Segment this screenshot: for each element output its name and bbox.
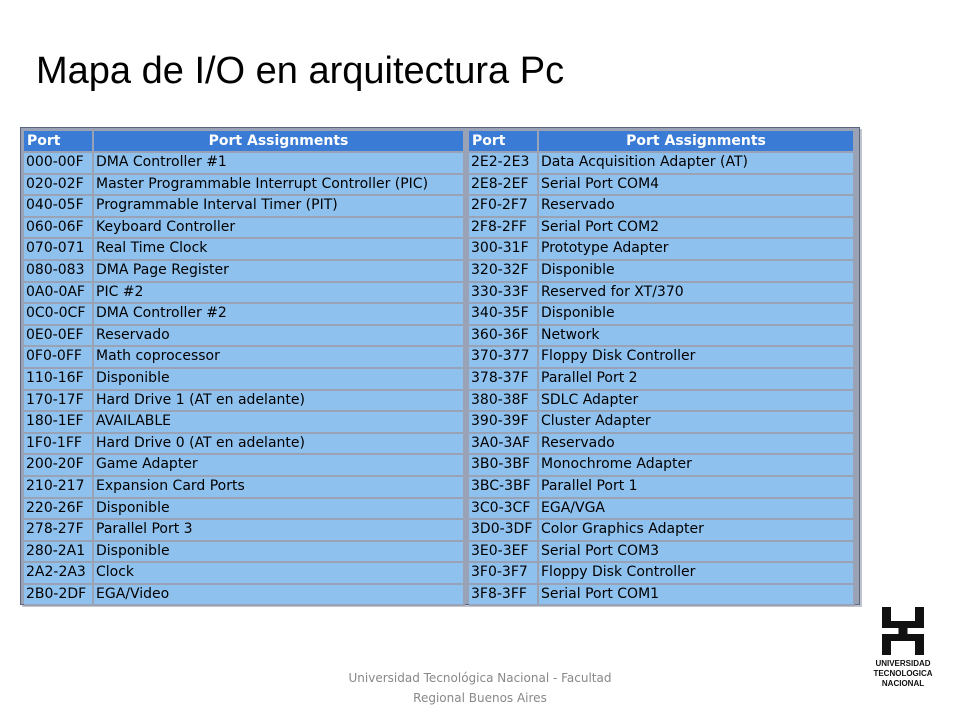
column-header-port: Port: [469, 131, 539, 153]
table-row: [469, 239, 855, 261]
port-assignment-cell: Reservado: [94, 326, 465, 348]
port-range-cell: 3BC-3BF: [469, 477, 539, 499]
table-row: [24, 175, 465, 197]
table-header-row: [469, 131, 855, 153]
port-assignment-cell: Serial Port COM3: [539, 542, 855, 564]
port-range-cell: 060-06F: [24, 218, 94, 240]
port-assignment-cell: Monochrome Adapter: [539, 455, 855, 477]
footer-line: Universidad Tecnológica Nacional - Facultad: [348, 671, 612, 685]
port-range-cell: 280-2A1: [24, 542, 94, 564]
table-row: [24, 477, 465, 499]
table-row: [469, 175, 855, 197]
port-range-cell: 170-17F: [24, 391, 94, 413]
table-row: [469, 477, 855, 499]
port-assignment-cell: Hard Drive 0 (AT en adelante): [94, 434, 465, 456]
port-assignment-cell: Reservado: [539, 196, 855, 218]
port-range-cell: 2B0-2DF: [24, 585, 94, 607]
table-row: [469, 196, 855, 218]
port-range-cell: 320-32F: [469, 261, 539, 283]
port-assignment-cell: Math coprocessor: [94, 347, 465, 369]
port-range-cell: 0C0-0CF: [24, 304, 94, 326]
table-row: [469, 563, 855, 585]
table-header-row: [24, 131, 465, 153]
port-assignment-cell: Disponible: [539, 304, 855, 326]
table-row: [24, 434, 465, 456]
port-range-cell: 300-31F: [469, 239, 539, 261]
port-assignment-cell: DMA Controller #2: [94, 304, 465, 326]
port-assignment-cell: Reserved for XT/370: [539, 283, 855, 305]
table-row: [24, 218, 465, 240]
port-assignment-cell: EGA/VGA: [539, 499, 855, 521]
port-range-cell: 2A2-2A3: [24, 563, 94, 585]
port-assignment-cell: Disponible: [94, 369, 465, 391]
table-row: [24, 391, 465, 413]
table-row: [469, 218, 855, 240]
port-assignment-cell: Game Adapter: [94, 455, 465, 477]
port-assignment-cell: Data Acquisition Adapter (AT): [539, 153, 855, 175]
table-row: [469, 326, 855, 348]
table-row: [469, 391, 855, 413]
port-range-cell: 210-217: [24, 477, 94, 499]
port-assignment-cell: Disponible: [94, 499, 465, 521]
table-row: [24, 455, 465, 477]
port-table-right: [469, 131, 855, 606]
port-assignment-cell: Serial Port COM4: [539, 175, 855, 197]
port-assignment-cell: Reservado: [539, 434, 855, 456]
table-row: [24, 153, 465, 175]
port-assignment-cell: Prototype Adapter: [539, 239, 855, 261]
port-range-cell: 080-083: [24, 261, 94, 283]
port-range-cell: 000-00F: [24, 153, 94, 175]
port-assignment-cell: Hard Drive 1 (AT en adelante): [94, 391, 465, 413]
port-assignment-cell: Programmable Interval Timer (PIT): [94, 196, 465, 218]
port-assignment-cell: Parallel Port 1: [539, 477, 855, 499]
port-assignment-cell: Cluster Adapter: [539, 412, 855, 434]
port-range-cell: 220-26F: [24, 499, 94, 521]
port-range-cell: 070-071: [24, 239, 94, 261]
port-range-cell: 020-02F: [24, 175, 94, 197]
port-range-cell: 0E0-0EF: [24, 326, 94, 348]
utn-logo-icon: [866, 605, 940, 657]
logo-text-line: TECNOLOGICA: [873, 669, 933, 678]
port-range-cell: 380-38F: [469, 391, 539, 413]
port-assignment-cell: Serial Port COM1: [539, 585, 855, 607]
logo-text-line: UNIVERSIDAD: [875, 659, 931, 668]
table-row: [469, 434, 855, 456]
port-assignment-cell: Floppy Disk Controller: [539, 347, 855, 369]
table-row: [469, 520, 855, 542]
port-table-left-body: [24, 153, 465, 606]
table-row: [24, 326, 465, 348]
port-range-cell: 278-27F: [24, 520, 94, 542]
table-row: [469, 369, 855, 391]
table-row: [469, 304, 855, 326]
port-assignment-cell: Expansion Card Ports: [94, 477, 465, 499]
port-range-cell: 3B0-3BF: [469, 455, 539, 477]
port-assignment-cell: Parallel Port 3: [94, 520, 465, 542]
port-assignment-cell: Color Graphics Adapter: [539, 520, 855, 542]
port-range-cell: 0A0-0AF: [24, 283, 94, 305]
port-assignment-cell: Keyboard Controller: [94, 218, 465, 240]
port-range-cell: 340-35F: [469, 304, 539, 326]
port-range-cell: 3F0-3F7: [469, 563, 539, 585]
port-assignment-cell: DMA Page Register: [94, 261, 465, 283]
port-assignment-cell: Disponible: [539, 261, 855, 283]
port-table-right-body: [469, 153, 855, 606]
table-row: [469, 261, 855, 283]
table-row: [24, 542, 465, 564]
port-range-cell: 110-16F: [24, 369, 94, 391]
port-range-cell: 378-37F: [469, 369, 539, 391]
port-range-cell: 330-33F: [469, 283, 539, 305]
table-row: [469, 542, 855, 564]
table-row: [469, 283, 855, 305]
port-assignment-cell: EGA/Video: [94, 585, 465, 607]
port-range-cell: 390-39F: [469, 412, 539, 434]
port-assignment-cell: SDLC Adapter: [539, 391, 855, 413]
port-assignment-cell: DMA Controller #1: [94, 153, 465, 175]
table-row: [469, 153, 855, 175]
table-row: [24, 239, 465, 261]
port-range-cell: 370-377: [469, 347, 539, 369]
table-row: [469, 347, 855, 369]
table-row: [24, 283, 465, 305]
port-table-left: [24, 131, 465, 606]
logo-text: [866, 659, 940, 689]
utn-logo: [866, 605, 940, 695]
port-assignment-cell: PIC #2: [94, 283, 465, 305]
port-range-cell: 2E8-2EF: [469, 175, 539, 197]
table-row: [24, 369, 465, 391]
table-row: [24, 304, 465, 326]
port-range-cell: 200-20F: [24, 455, 94, 477]
port-assignment-cell: Disponible: [94, 542, 465, 564]
table-row: [469, 499, 855, 521]
port-assignment-cell: Network: [539, 326, 855, 348]
port-assignment-cell: Real Time Clock: [94, 239, 465, 261]
footer-line: Regional Buenos Aires: [413, 691, 547, 705]
port-range-cell: 2E2-2E3: [469, 153, 539, 175]
column-header-port: Port: [24, 131, 94, 153]
port-range-cell: 3D0-3DF: [469, 520, 539, 542]
port-assignment-cell: AVAILABLE: [94, 412, 465, 434]
column-header-assignments: Port Assignments: [539, 131, 855, 153]
slide-title: Mapa de I/O en arquitectura Pc: [36, 50, 565, 92]
table-row: [469, 585, 855, 607]
table-row: [24, 499, 465, 521]
port-range-cell: 040-05F: [24, 196, 94, 218]
table-row: [24, 196, 465, 218]
port-range-cell: 360-36F: [469, 326, 539, 348]
table-row: [24, 412, 465, 434]
table-row: [24, 563, 465, 585]
port-assignment-cell: Master Programmable Interrupt Controller (PIC): [94, 175, 465, 197]
table-row: [24, 261, 465, 283]
port-range-cell: 180-1EF: [24, 412, 94, 434]
port-range-cell: 3C0-3CF: [469, 499, 539, 521]
table-row: [469, 455, 855, 477]
table-row: [24, 347, 465, 369]
port-table: [20, 127, 860, 605]
table-row: [469, 412, 855, 434]
port-assignment-cell: Clock: [94, 563, 465, 585]
port-range-cell: 2F8-2FF: [469, 218, 539, 240]
port-range-cell: 3E0-3EF: [469, 542, 539, 564]
port-range-cell: 3F8-3FF: [469, 585, 539, 607]
port-range-cell: 3A0-3AF: [469, 434, 539, 456]
port-assignment-cell: Serial Port COM2: [539, 218, 855, 240]
column-header-assignments: Port Assignments: [94, 131, 465, 153]
port-assignment-cell: Floppy Disk Controller: [539, 563, 855, 585]
logo-text-line: NACIONAL: [881, 679, 925, 688]
slide-footer: [320, 668, 640, 708]
table-row: [24, 520, 465, 542]
table-row: [24, 585, 465, 607]
port-assignment-cell: Parallel Port 2: [539, 369, 855, 391]
port-range-cell: 2F0-2F7: [469, 196, 539, 218]
port-range-cell: 1F0-1FF: [24, 434, 94, 456]
port-range-cell: 0F0-0FF: [24, 347, 94, 369]
